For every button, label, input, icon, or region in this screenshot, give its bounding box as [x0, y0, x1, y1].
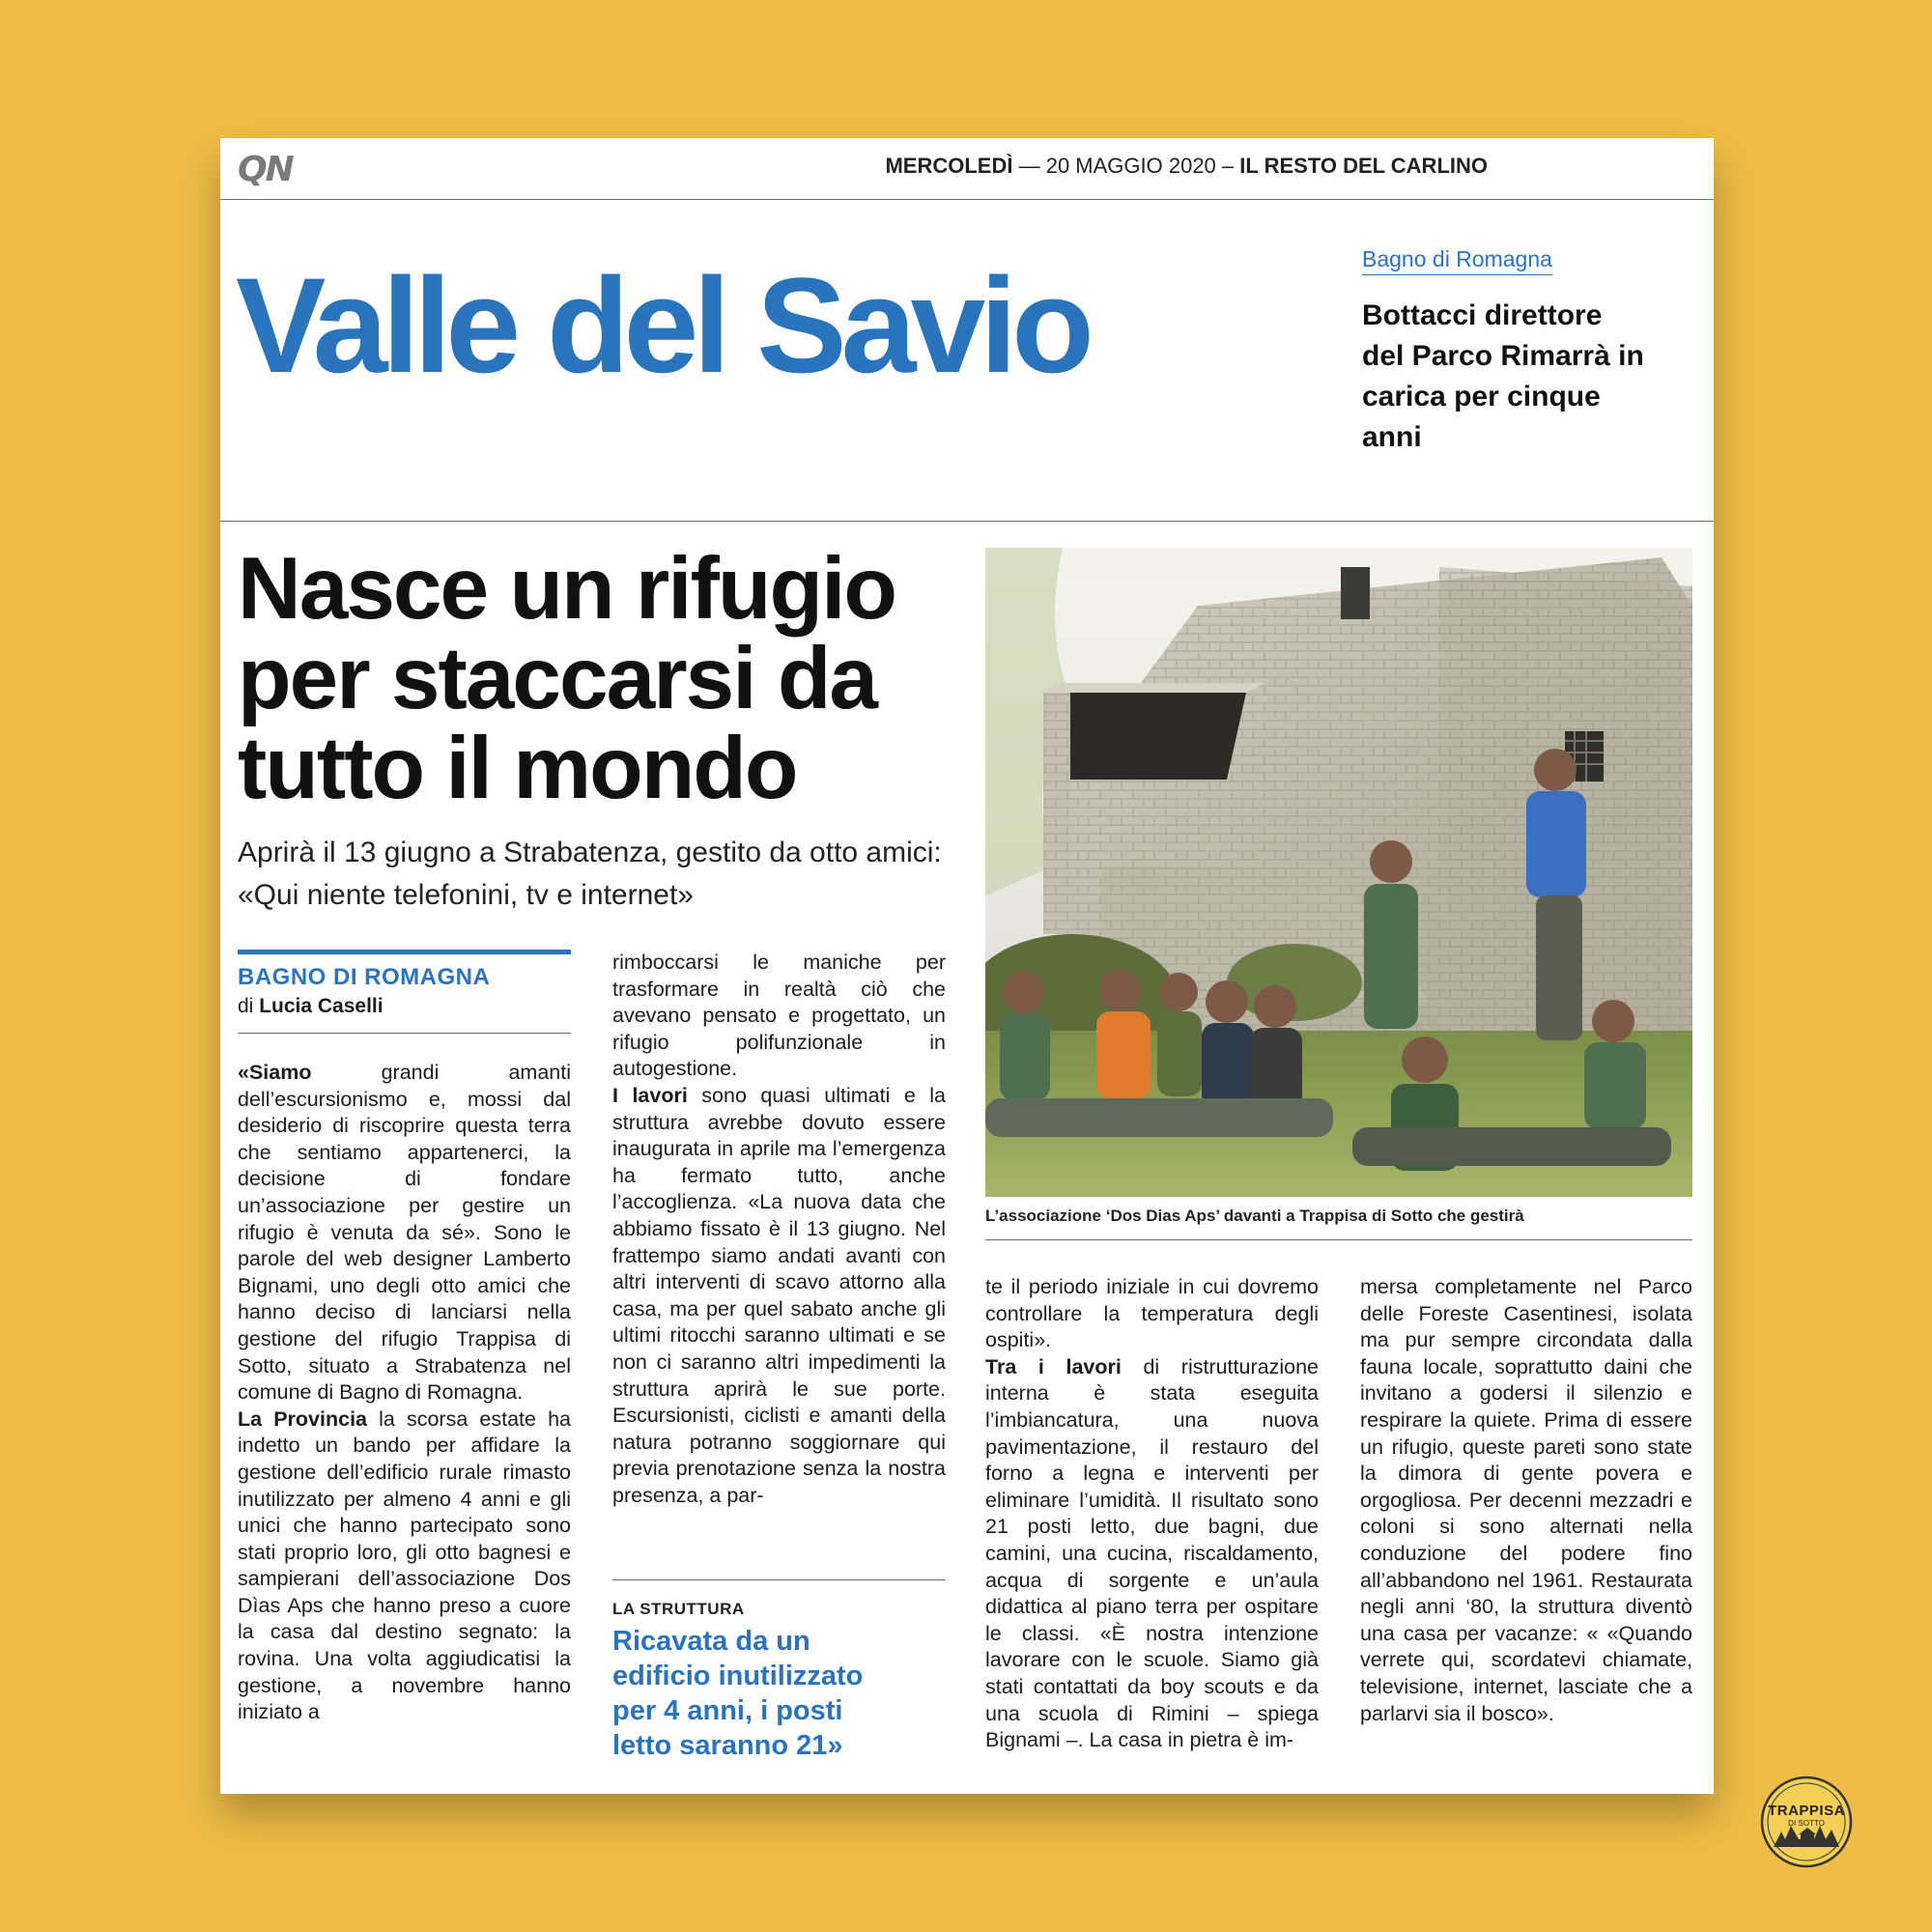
col1-p1-lead: «Siamo: [238, 1061, 312, 1084]
col2-paragraph-2: [612, 1083, 946, 1510]
qn-logo: QN: [238, 150, 293, 189]
box-kicker: LA STRUTTURA: [612, 1600, 745, 1618]
section-title: Valle del Savio: [236, 249, 1089, 401]
weekday: MERCOLEDÌ: [885, 154, 1013, 178]
col1-paragraph-1: [238, 1060, 571, 1406]
side-story-kicker: Bagno di Romagna: [1362, 246, 1552, 275]
col4-paragraph-1: mersa completamente nel Parco delle Foreste Casentinesi, isolata ma pur sempre circondata dalla fauna locale, soprattutto daini che invitano a godersi il silenzio e respirare la quiete. Prima di essere un rifugio, queste pareti sono state la dimora di gente povera e orgogliosa. Per decenni mezzadri e coloni si sono alternati nella conduzione del podere fino all’abbandono nel 1961. Restaurata negli anni ‘80, la struttura diventò una casa per vacanze: « «Quando verrete qui, scordatevi chiamate, televisione, internet, lasciate che a parlarvi sia il bosco».: [1360, 1275, 1692, 1725]
dateline-sep: –: [1221, 154, 1235, 178]
article-column-3: [985, 1274, 1319, 1754]
col1-p1-text: grandi amanti dell’escursionismo e, mossi dal desiderio di riscoprire questa terra che sentiamo appartenerci, la decisione di fondare un’associazione per gestire un rifugio è venuta da sé». Sono le parole del web designer Lamberto Bignami, uno degli otto amici che hanno deciso di lanciarsi nella gestione del rifugio Trappisa di Sotto, situato a Strabatenza nel comune di Bagno di Romagna.: [238, 1061, 571, 1405]
side-story-headline: Bottacci direttore del Parco Rimarrà in carica per cinque anni: [1362, 299, 1644, 453]
byline-rule: [238, 1033, 571, 1034]
col3-p2-text: di ristrutturazione interna è stata eseguita l’imbiancatura, una nuova pavimentazione, il restauro del forno a legna e interventi per eliminare l’umidità. Il risultato sono 21 posti letto, due bagni, due camini, una cucina, riscaldamento, acqua di sorgente e un’aula didattica al piano terra per ospitare le classi. «È nostra intenzione lavorare con le scuole. Siamo già stati contattati da boy scouts e da una scuola di Rimini – spiega Bignami –. La casa in pietra è im-: [985, 1354, 1319, 1752]
box-rule: [612, 1579, 946, 1580]
byline-place: BAGNO DI ROMAGNA: [238, 964, 491, 990]
col2-p2-lead: I lavori: [612, 1083, 688, 1107]
article-photo: [985, 548, 1692, 1197]
badge-line-2: DI SOTTO: [1788, 1819, 1825, 1828]
byline: [238, 995, 384, 1018]
byline-prefix: di: [238, 995, 254, 1017]
date: 20 MAGGIO 2020: [1045, 154, 1216, 178]
col1-p2-lead: La Provincia: [238, 1406, 367, 1431]
paper-name: IL RESTO DEL CARLINO: [1239, 154, 1488, 178]
byline-bar: [238, 950, 571, 954]
article-column-1: [238, 1060, 571, 1726]
article-column-2: [612, 950, 946, 1509]
col1-p2-text: la scorsa estate ha indetto un bando per affidare la gestione dell’edificio rurale rimasto inutilizzato per almeno 4 anni e gli unici che hanno partecipato sono stati proprio loro, gli otto bagnesi e sampierani dell’associazione Dos Dìas Aps che hanno preso a cuore la casa dal destino segnato: la rovina. Una volta aggiudicatisi la gestione, a novembre hanno iniziato a: [238, 1406, 571, 1724]
box-headline: Ricavata da un edificio inutilizzato per 4 anni, i posti letto saranno 21»: [612, 1626, 864, 1761]
masthead-rule: [220, 199, 1714, 200]
photo-illustration: [985, 548, 1692, 1197]
col2-paragraph-1: rimboccarsi le maniche per trasformare in realtà ciò che avevano pensato e progettato, un rifugio polifunzionale in autogestione.: [612, 951, 946, 1081]
caption-rule: [985, 1239, 1692, 1240]
article-column-4: [1360, 1274, 1692, 1727]
dateline-dash: —: [1018, 154, 1040, 178]
col3-paragraph-1: te il periodo iniziale in cui dovremo controllare la temperatura degli ospiti».: [985, 1275, 1319, 1352]
dateline: [885, 154, 1488, 179]
photo-caption: L’associazione ‘Dos Dias Aps’ davanti a Trappisa di Sotto che gestirà: [985, 1207, 1524, 1225]
article-subhead: Aprirà il 13 giugno a Strabatenza, gestito da otto amici: «Qui niente telefonini, tv e internet»: [238, 837, 942, 911]
col3-paragraph-2: [985, 1354, 1319, 1754]
article-headline: Nasce un rifugio per staccarsi da tutto il mondo: [238, 540, 895, 817]
section-rule: [220, 521, 1714, 522]
col2-p2-text: sono quasi ultimati e la struttura avrebbe dovuto essere inaugurata in aprile ma l’emergenza ha fermato tutto, anche l’accoglienza. «La nuova data che abbiamo fissato è il 13 giugno. Nel frattempo siamo andati avanti con altri interventi di scavo attorno alla casa, ma per quel sabato anche gli ultimi ritocchi saranno ultimati e se non ci saranno altri impedimenti la struttura aprirà le sue porte. Escursionisti, ciclisti e amanti della natura potranno soggiornare qui previa prenotazione senza la nostra presenza, a par-: [612, 1083, 946, 1507]
col3-p2-lead: Tra i lavori: [985, 1354, 1122, 1378]
badge-line-1: TRAPPISA: [1768, 1803, 1845, 1819]
newspaper-page: [220, 138, 1714, 1794]
byline-author: Lucia Caselli: [259, 995, 384, 1017]
col1-paragraph-2: [238, 1406, 571, 1726]
